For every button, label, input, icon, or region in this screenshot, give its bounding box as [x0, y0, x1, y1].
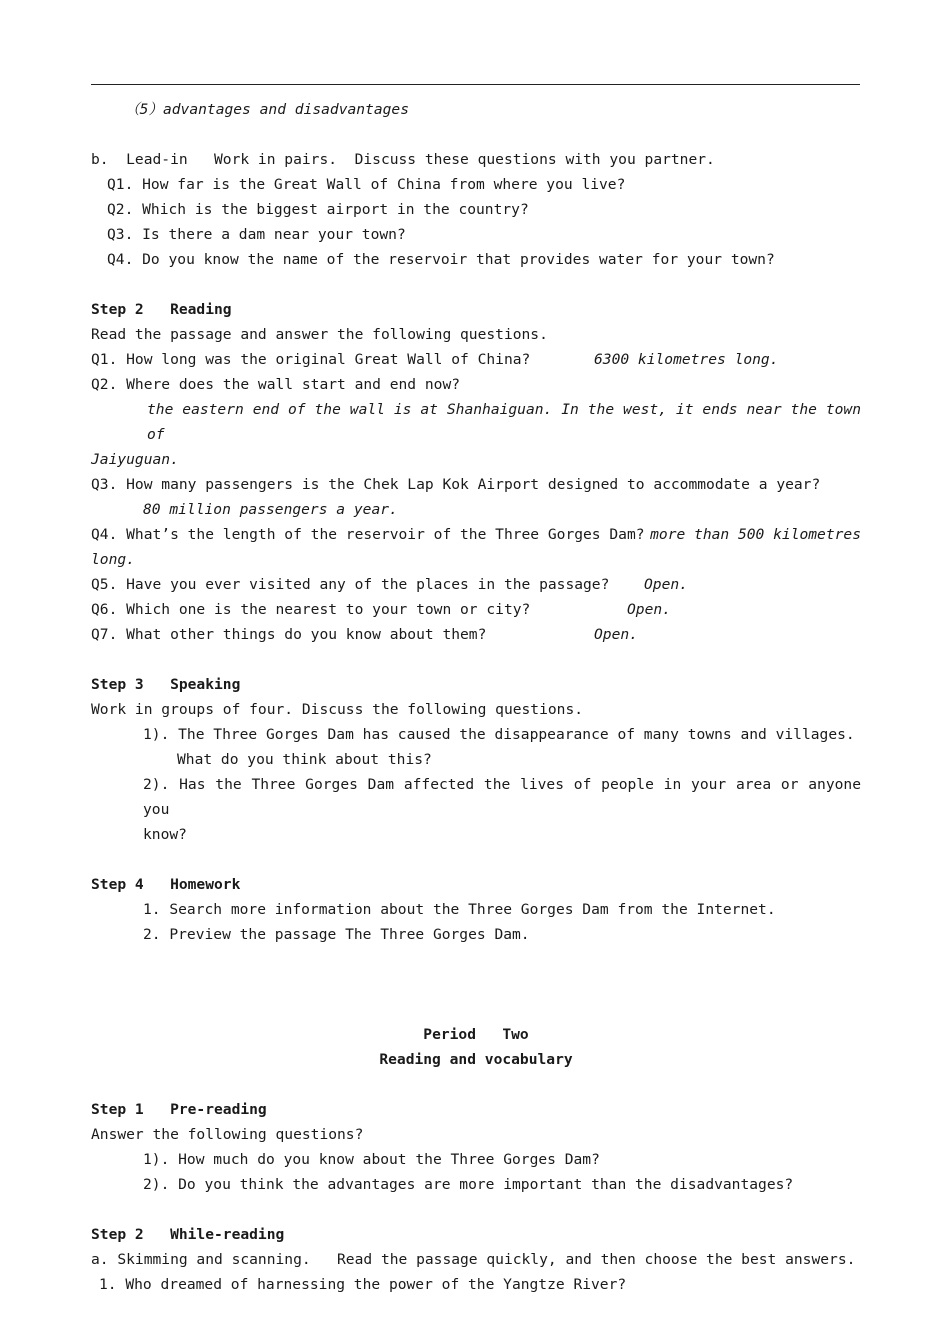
reading-question-2: Q2. Where does the wall start and end now?	[91, 376, 461, 393]
speaking-item-2-line1: 2). Has the Three Gorges Dam affected the lives of people in your area or anyone you	[143, 776, 861, 818]
step2-instruction: Read the passage and answer the following questions.	[91, 326, 548, 343]
pre-reading-item-1: 1). How much do you know about the Three Gorges Dam?	[143, 1151, 600, 1168]
reading-question-7	[91, 622, 861, 647]
leadin-question-4: Q4. Do you know the name of the reservoir that provides water for your town?	[107, 251, 775, 268]
header-rule	[91, 84, 860, 85]
speaking-item-1-line1: 1). The Three Gorges Dam has caused the disappearance of many towns and villages.	[143, 726, 855, 743]
reading-answer-2-line1: the eastern end of the wall is at Shanhaiguan. In the west, it ends near the town of	[147, 401, 861, 443]
while-reading-instruction: a. Skimming and scanning. Read the passage quickly, and then choose the best answers.	[91, 1251, 856, 1268]
reading-answer-3: 80 million passengers a year.	[143, 501, 398, 518]
answer-text: Open.	[644, 576, 688, 593]
question-text: Q5. Have you ever visited any of the places in the passage?	[91, 576, 610, 593]
question-text: Q1. How long was the original Great Wall of China?	[91, 351, 531, 368]
pre-reading-item-2: 2). Do you think the advantages are more important than the disadvantages?	[143, 1176, 794, 1193]
document-page	[91, 97, 861, 1297]
reading-question-3: Q3. How many passengers is the Chek Lap Kok Airport designed to accommodate a year?	[91, 476, 821, 493]
step2-reading-heading: Step 2 Reading	[91, 301, 232, 318]
answer-text: Open.	[594, 626, 638, 643]
question-text: Q6. Which one is the nearest to your town or city?	[91, 601, 531, 618]
reading-question-4	[91, 522, 861, 547]
while-reading-heading: Step 2 While-reading	[91, 1226, 285, 1243]
pre-reading-heading: Step 1 Pre-reading	[91, 1101, 267, 1118]
answer-text: Open.	[627, 601, 671, 618]
reading-answer-4-cont: long.	[91, 551, 135, 568]
step3-speaking-heading: Step 3 Speaking	[91, 676, 241, 693]
homework-item-1: 1. Search more information about the Three Gorges Dam from the Internet.	[143, 901, 776, 918]
answer-text: 6300 kilometres long.	[594, 351, 779, 368]
step3-instruction: Work in groups of four. Discuss the following questions.	[91, 701, 584, 718]
reading-answer-2-line2: Jaiyuguan.	[91, 451, 179, 468]
answer-text: more than 500 kilometres	[650, 526, 861, 543]
while-reading-question-1: 1. Who dreamed of harnessing the power of the Yangtze River?	[99, 1276, 627, 1293]
question-text: Q4. What’s the length of the reservoir of the Three Gorges Dam?	[91, 526, 645, 543]
pre-reading-instruction: Answer the following questions?	[91, 1126, 364, 1143]
period-two-subtitle: Reading and vocabulary	[379, 1051, 573, 1068]
period-two-title: Period Two	[423, 1026, 529, 1043]
speaking-item-2-line2: know?	[143, 826, 187, 843]
step4-homework-heading: Step 4 Homework	[91, 876, 241, 893]
reading-question-1	[91, 347, 861, 372]
leadin-question-2: Q2. Which is the biggest airport in the country?	[107, 201, 529, 218]
leadin-question-1: Q1. How far is the Great Wall of China from where you live?	[107, 176, 626, 193]
leadin-intro: b. Lead-in Work in pairs. Discuss these questions with you partner.	[91, 151, 715, 168]
speaking-item-1-line2: What do you think about this?	[177, 751, 432, 768]
reading-question-5	[91, 572, 861, 597]
reading-question-6	[91, 597, 861, 622]
homework-item-2: 2. Preview the passage The Three Gorges Dam.	[143, 926, 530, 943]
leadin-question-3: Q3. Is there a dam near your town?	[107, 226, 406, 243]
list-item-advantages: （5）advantages and disadvantages	[125, 101, 409, 118]
question-text: Q7. What other things do you know about them?	[91, 626, 487, 643]
